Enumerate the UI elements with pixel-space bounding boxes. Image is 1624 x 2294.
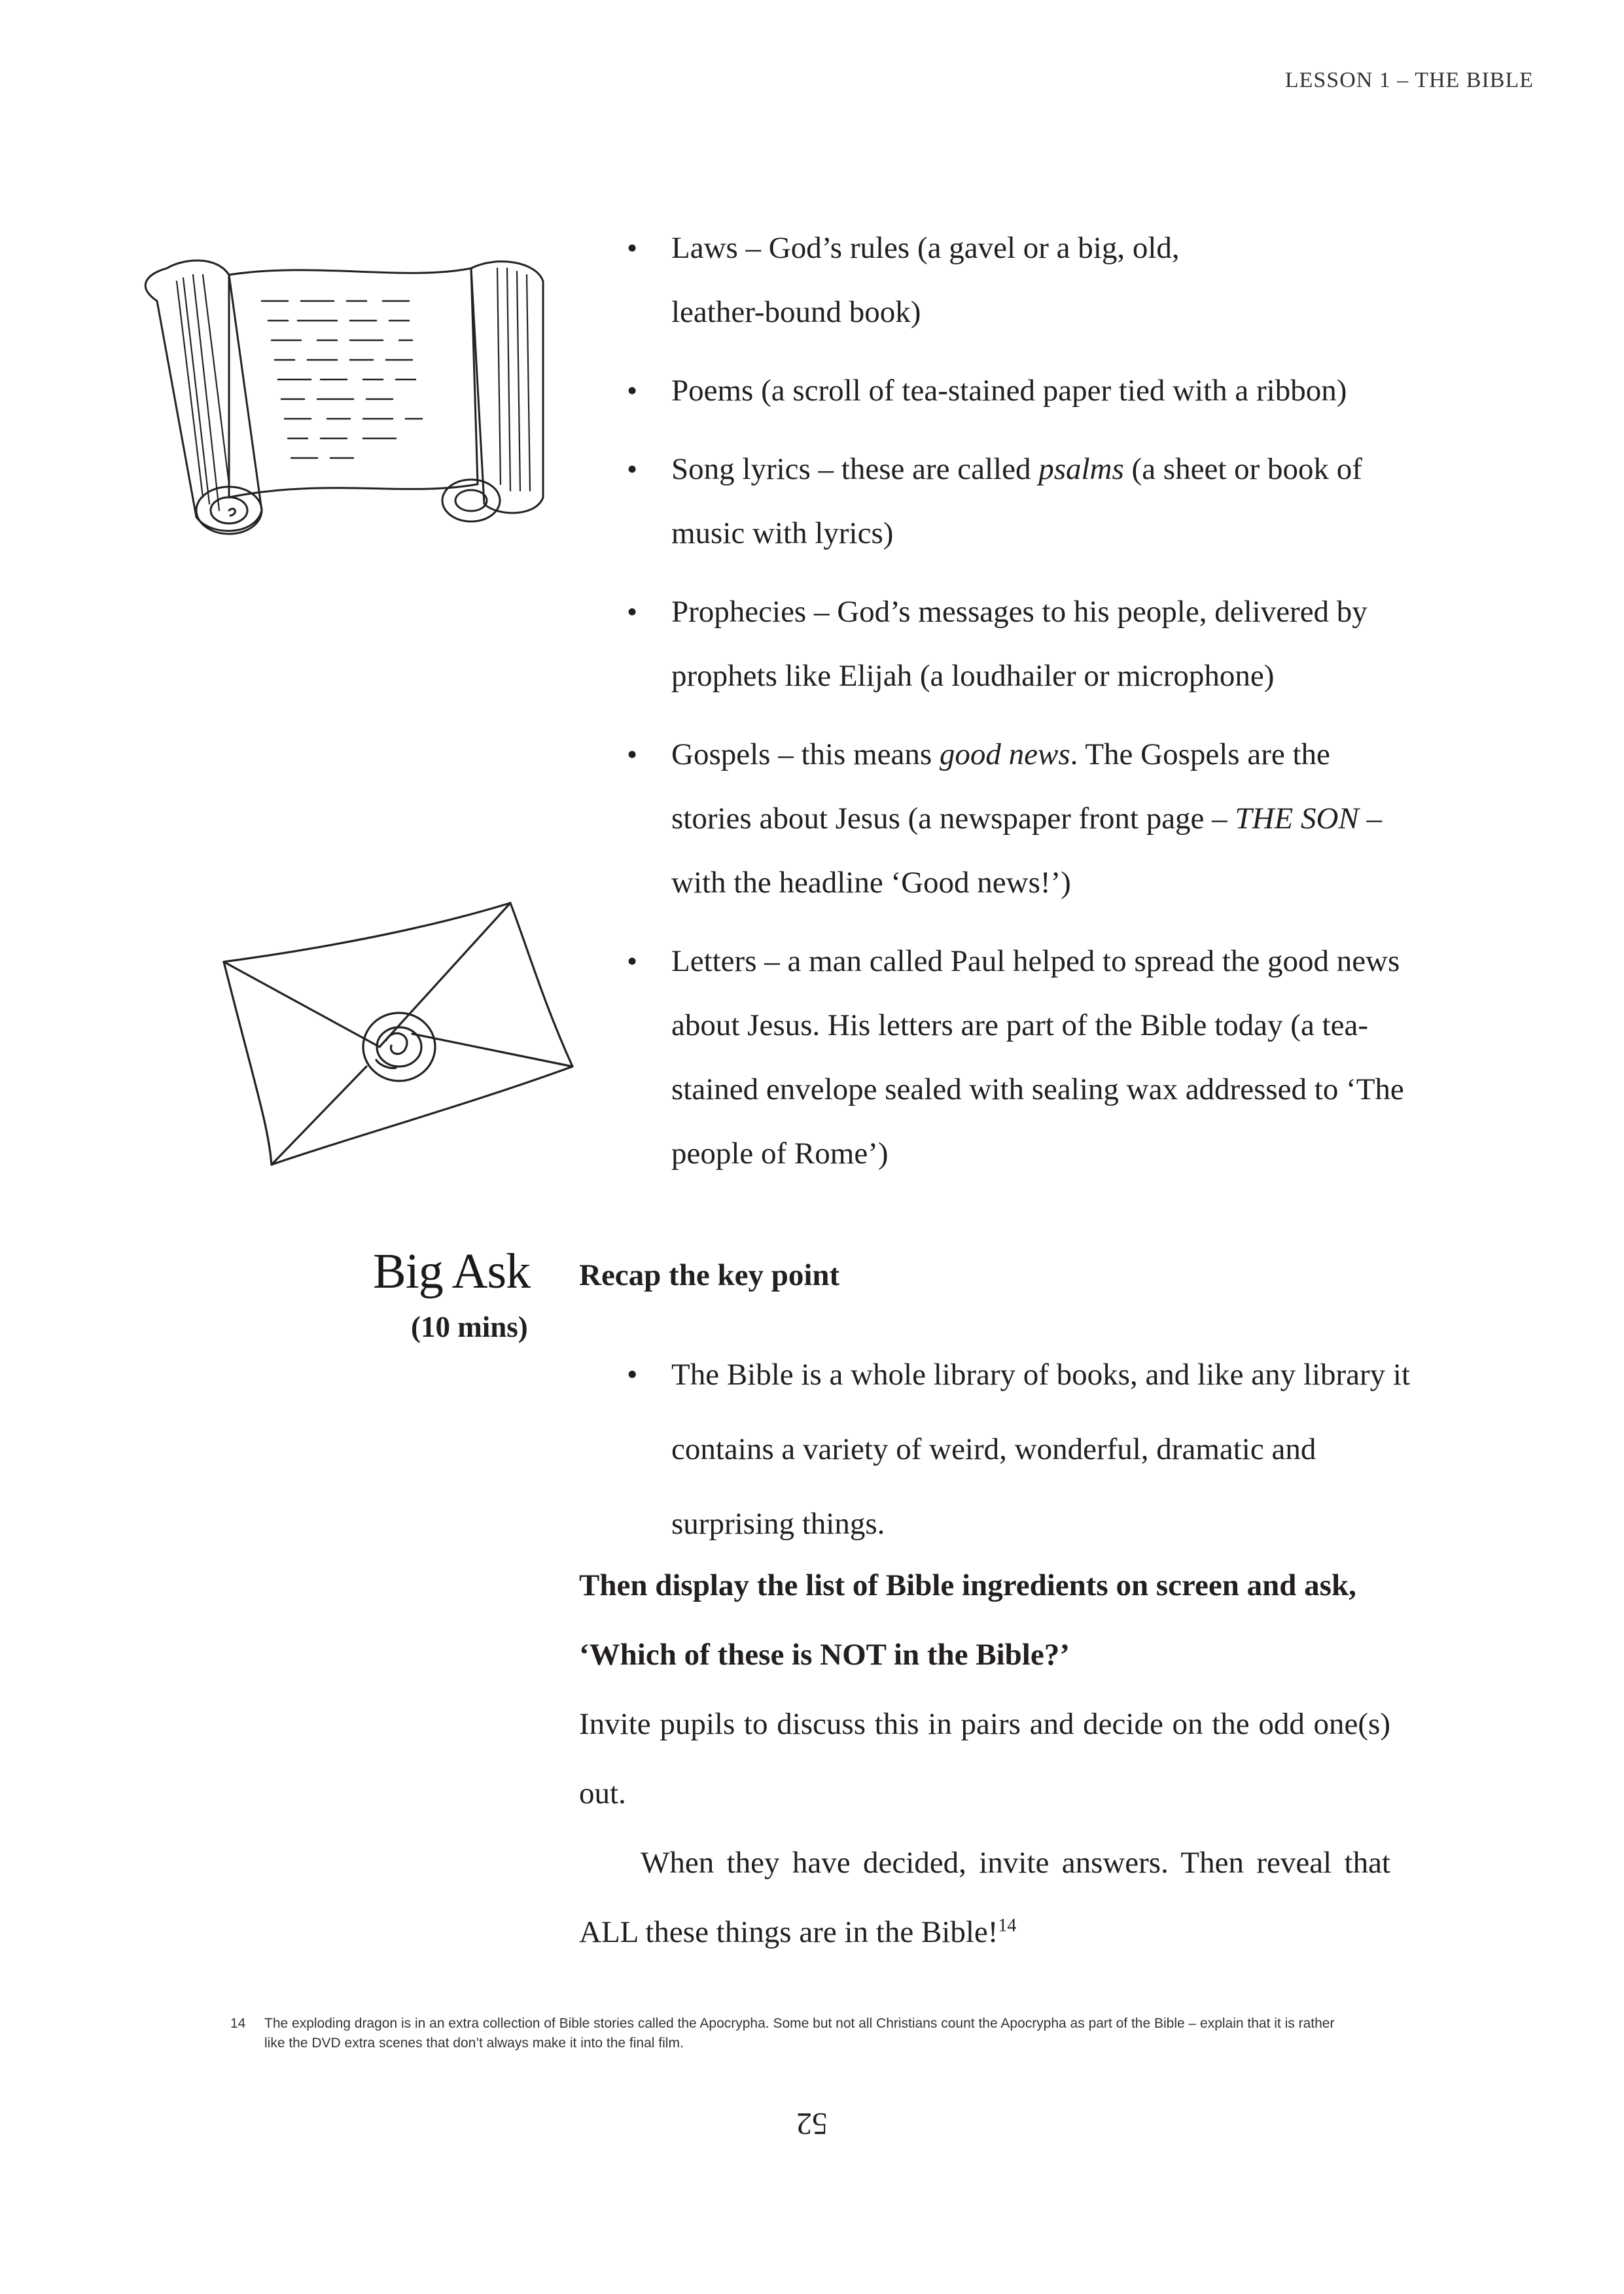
recap-item: • The Bible is a whole library of books, and like any library it contains a variety of weird, wonderful, dramatic and surprising things. [628, 1337, 1413, 1561]
bible-ingredients-list [628, 216, 1413, 1200]
big-ask-duration: (10 mins) [411, 1311, 528, 1343]
list-item-prophecies: • Prophecies – God’s messages to his people, delivered by prophets like Elijah (a loudhailer or microphone) [628, 580, 1413, 708]
instruction-text: Then display the list of Bible ingredients on screen and ask, ‘Which of these is NOT in the Bible?’ [579, 1568, 1356, 1672]
big-ask-heading: Big Ask [373, 1244, 531, 1299]
list-item-letters: • Letters – a man called Paul helped to spread the good news about Jesus. His letters are part of the Bible today (a tea-stained envelope sealed with sealing wax addressed to ‘The people of Rome’) [628, 929, 1413, 1186]
footnote-text: The exploding dragon is in an extra collection of Bible stories called the Apocrypha. Some but not all Christians count the Apocrypha as part of the Bible – explain that it is rather like the DVD extra scenes that don’t always make it into the final film. [264, 2016, 1335, 2051]
footnote-reference: 14 [998, 1915, 1017, 1936]
footnote [230, 2014, 1356, 2053]
paragraph-invite-pupils: Invite pupils to discuss this in pairs and decide on the odd one(s) out. [579, 1707, 1390, 1810]
envelope-illustration [216, 890, 582, 1178]
list-item-song-lyrics: • Song lyrics – these are called psalms (a sheet or book of music with lyrics) [628, 437, 1413, 565]
scroll-illustration [131, 249, 563, 563]
recap-label: Recap the key point [579, 1258, 840, 1292]
page-number: 52 [796, 2106, 828, 2141]
footnote-number: 14 [230, 2016, 246, 2031]
list-item-poems: • Poems (a scroll of tea-stained paper tied with a ribbon) [628, 359, 1413, 423]
paragraph-reveal: When they have decided, invite answers. Then reveal that ALL these things are in the Bible!$^{14}$ [579, 1846, 1390, 1949]
recap-list [628, 1337, 1413, 1561]
list-item-laws: • Laws – God’s rules (a gavel or a big, old, leather-bound book) [628, 216, 1413, 344]
running-header: LESSON 1 – THE BIBLE [1284, 68, 1534, 92]
list-item-gospels: • Gospels – this means good news. The Gospels are the stories about Jesus (a newspaper front page – THE SON – with the headline ‘Good news!’) [628, 722, 1413, 915]
